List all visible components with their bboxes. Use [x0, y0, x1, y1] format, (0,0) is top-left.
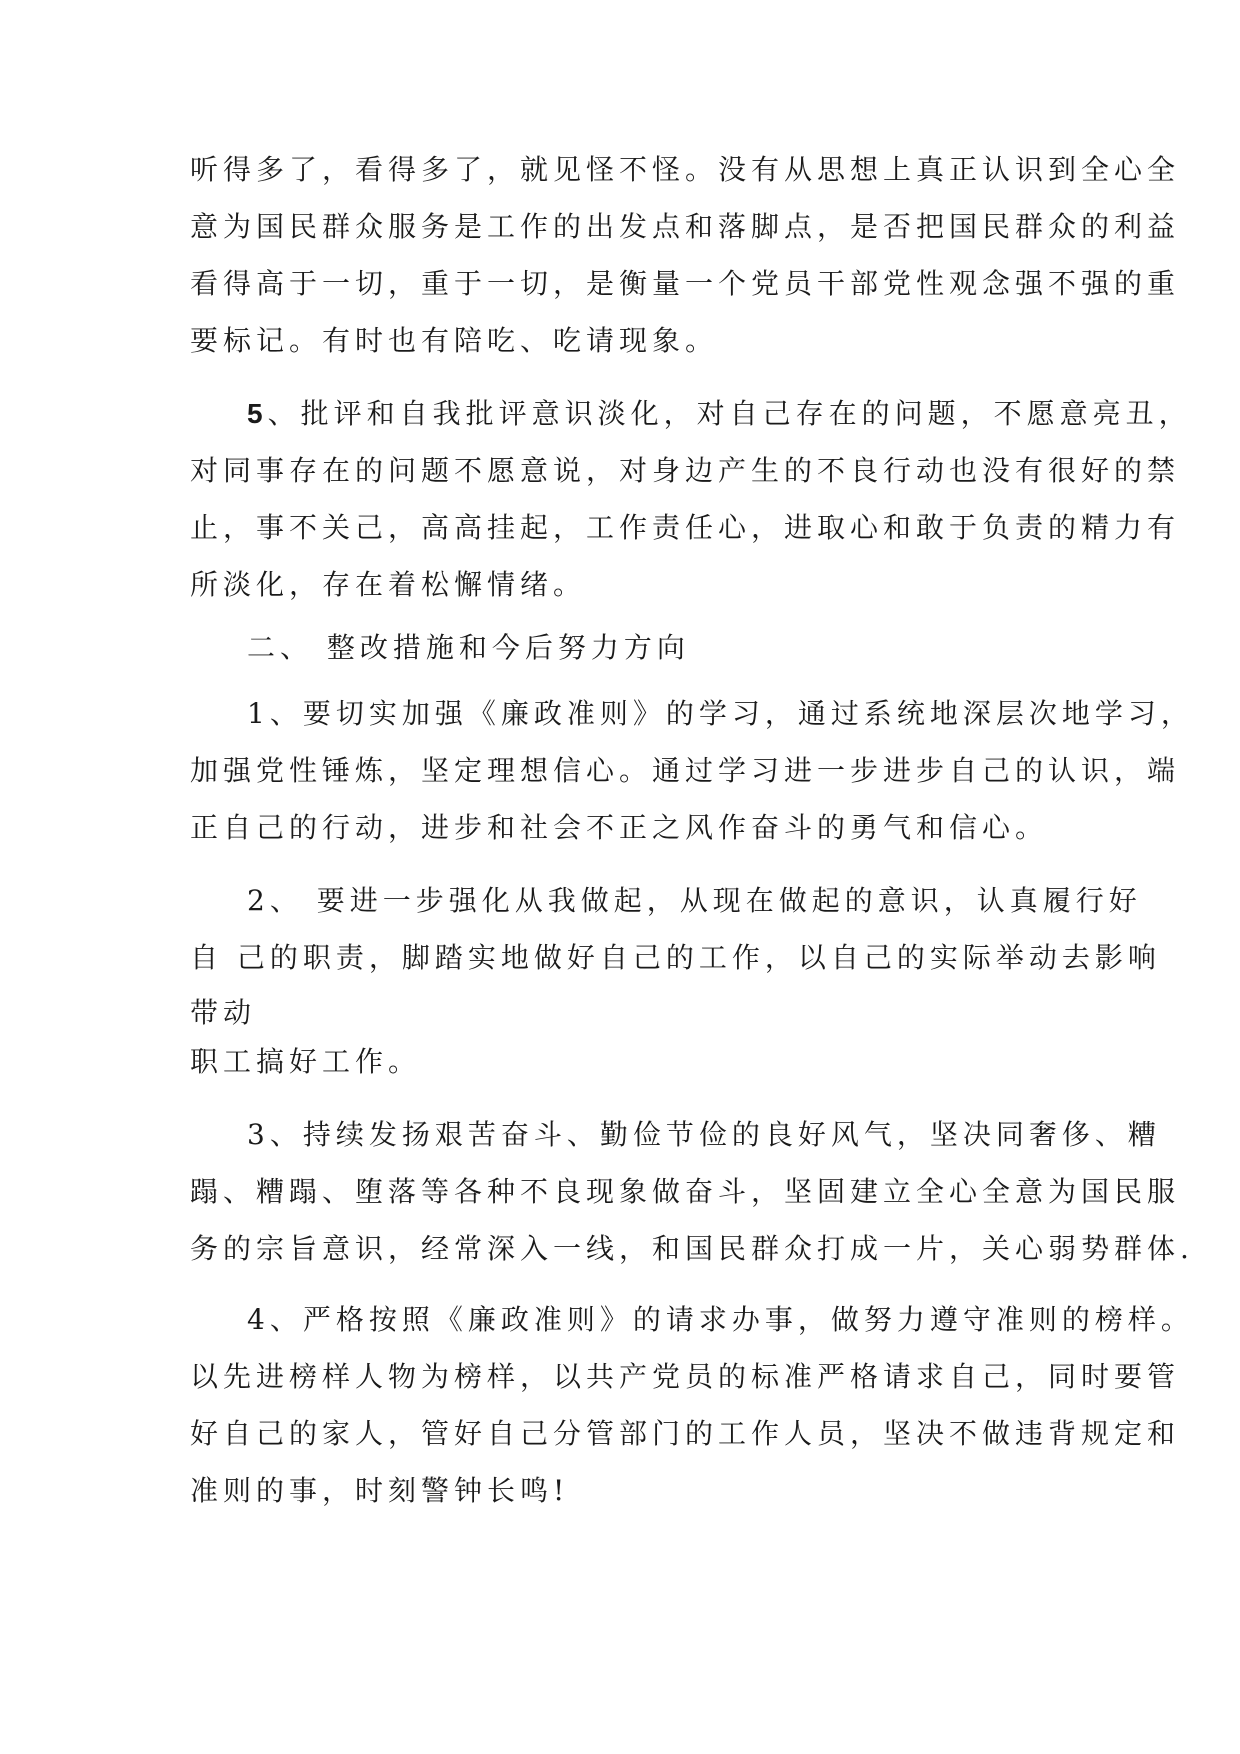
text-line: 止，事不关己，高高挂起，工作责任心，进取心和敢于负责的精力有: [190, 511, 1181, 544]
text-line-content: 、批评和自我批评意识淡化，对自己存在的问题，不愿意亮丑，: [267, 397, 1192, 430]
text-line: 自 己的职责，脚踏实地做好自己的工作，以自己的实际举动去影响: [190, 941, 1161, 974]
text-line: 以先进榜样人物为榜样，以共产党员的标准严格请求自己，同时要管: [190, 1360, 1181, 1393]
text-line: 听得多了，看得多了，就见怪不怪。没有从思想上真正认识到全心全: [190, 153, 1181, 186]
text-line: 职工搞好工作。: [190, 1045, 422, 1078]
section-heading: 二、 整改措施和今后努力方向: [247, 631, 690, 664]
text-line: 2、 要进一步强化从我做起，从现在做起的意识，认真履行好: [247, 884, 1142, 917]
text-line: 4、严格按照《廉政准则》的请求办事，做努力遵守准则的榜样。: [247, 1303, 1194, 1336]
text-line: 意为国民群众服务是工作的出发点和落脚点，是否把国民群众的利益: [190, 210, 1181, 243]
text-line: 好自己的家人，管好自己分管部门的工作人员，坚决不做违背规定和: [190, 1417, 1181, 1450]
text-line: 要标记。有时也有陪吃、吃请现象。: [190, 324, 719, 357]
text-line: 准则的事，时刻警钟长鸣!: [190, 1474, 570, 1507]
text-line: [247, 397, 1192, 431]
text-line: 加强党性锤炼，坚定理想信心。通过学习进一步进步自己的认识，端: [190, 754, 1181, 787]
text-line: 务的宗旨意识，经常深入一线，和国民群众打成一片，关心弱势群体.: [190, 1232, 1194, 1265]
text-line: 带动: [190, 996, 257, 1029]
text-line: 3、持续发扬艰苦奋斗、勤俭节俭的良好风气，坚决同奢侈、糟: [247, 1118, 1161, 1151]
text-line: 所淡化，存在着松懈情绪。: [190, 568, 587, 601]
text-line: 看得高于一切，重于一切，是衡量一个党员干部党性观念强不强的重: [190, 267, 1181, 300]
text-line: 正自己的行动，进步和社会不正之风作奋斗的勇气和信心。: [190, 811, 1049, 844]
item-number: 5: [247, 398, 268, 429]
text-line: 蹋、糟蹋、堕落等各种不良现象做奋斗，坚固建立全心全意为国民服: [190, 1175, 1181, 1208]
text-line: 1、要切实加强《廉政准则》的学习，通过系统地深层次地学习，: [247, 697, 1194, 730]
text-line: 对同事存在的问题不愿意说，对身边产生的不良行动也没有很好的禁: [190, 454, 1181, 487]
